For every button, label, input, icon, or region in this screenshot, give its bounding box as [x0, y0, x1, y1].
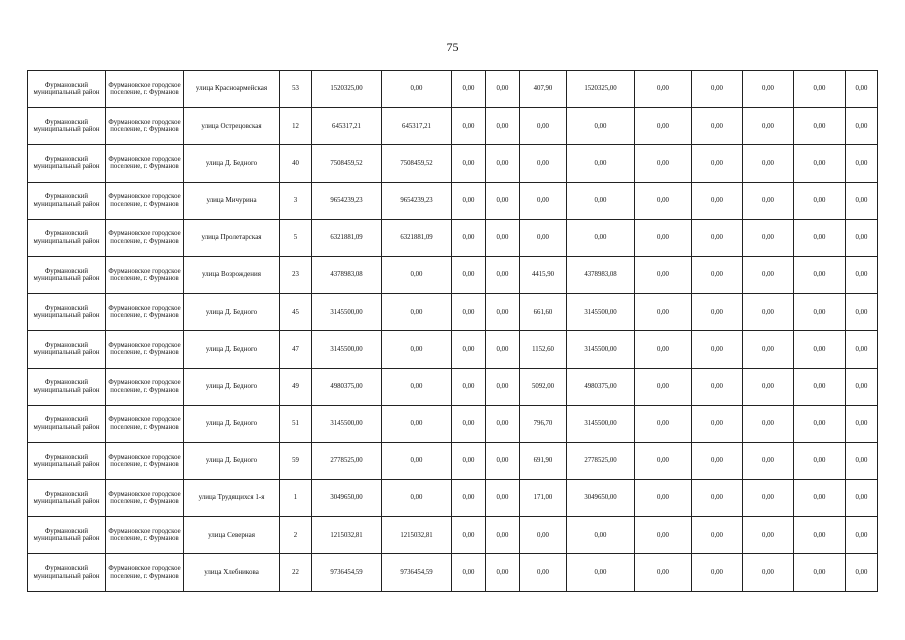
cell-cost-col-6: 0,00 [382, 368, 452, 405]
table-row [28, 145, 878, 182]
page-number: 75 [446, 40, 459, 54]
cell-cost-col-14: 0,00 [794, 182, 846, 219]
cell-cost-col-8: 0,00 [486, 405, 520, 442]
cell-street: улица Д. Бедного [184, 405, 280, 442]
cell-cost-col-13: 0,00 [743, 71, 794, 108]
cell-area: 0,00 [520, 517, 567, 554]
cell-cost-col-12: 0,00 [692, 442, 743, 479]
cell-cost-col-11: 0,00 [635, 294, 692, 331]
table-row [28, 219, 878, 256]
cell-cost-col-7: 0,00 [452, 368, 486, 405]
cell-settlement: Фурмановское городское поселение, г. Фурманов [106, 554, 184, 591]
cell-district: Фурмановский муниципальный район [28, 256, 106, 293]
cell-cost-col-7: 0,00 [452, 219, 486, 256]
cell-cost-col-15: 0,00 [846, 480, 878, 517]
cell-cost-col-13: 0,00 [743, 256, 794, 293]
cell-cost-col-11: 0,00 [635, 71, 692, 108]
cell-district: Фурмановский муниципальный район [28, 517, 106, 554]
cell-cost-col-11: 0,00 [635, 182, 692, 219]
cell-cost-col-11: 0,00 [635, 442, 692, 479]
cell-cost-col-12: 0,00 [692, 554, 743, 591]
cell-cost-col-6: 7508459,52 [382, 145, 452, 182]
cell-cost-col-8: 0,00 [486, 145, 520, 182]
cell-cost-col-6: 6321881,09 [382, 219, 452, 256]
cell-cost-col-12: 0,00 [692, 256, 743, 293]
table-row [28, 256, 878, 293]
cell-street: улица Красноармейская [184, 71, 280, 108]
cell-cost-col-6: 0,00 [382, 331, 452, 368]
cell-area: 0,00 [520, 108, 567, 145]
cell-house-number: 59 [280, 442, 312, 479]
cell-street: улица Д. Бедного [184, 368, 280, 405]
cell-area: 171,00 [520, 480, 567, 517]
cell-cost-col-15: 0,00 [846, 442, 878, 479]
cell-street: улица Северная [184, 517, 280, 554]
cell-total-cost: 3145500,00 [312, 405, 382, 442]
cell-settlement: Фурмановское городское поселение, г. Фурманов [106, 405, 184, 442]
cell-settlement: Фурмановское городское поселение, г. Фурманов [106, 294, 184, 331]
cell-total-cost: 2778525,00 [312, 442, 382, 479]
cell-cost-col-15: 0,00 [846, 256, 878, 293]
cell-cost-col-12: 0,00 [692, 294, 743, 331]
cell-area: 661,60 [520, 294, 567, 331]
cell-area: 0,00 [520, 554, 567, 591]
cell-district: Фурмановский муниципальный район [28, 405, 106, 442]
cell-house-number: 2 [280, 517, 312, 554]
cell-cost-col-13: 0,00 [743, 480, 794, 517]
cell-cost-col-11: 0,00 [635, 517, 692, 554]
table-row [28, 405, 878, 442]
cell-cost-col-12: 0,00 [692, 145, 743, 182]
cell-cost-col-6: 9654239,23 [382, 182, 452, 219]
cell-house-number: 53 [280, 71, 312, 108]
cell-cost-col-11: 0,00 [635, 256, 692, 293]
cell-cost-col-7: 0,00 [452, 517, 486, 554]
table-row [28, 108, 878, 145]
cell-street: улица Мичурина [184, 182, 280, 219]
cell-settlement: Фурмановское городское поселение, г. Фурманов [106, 145, 184, 182]
table-row [28, 442, 878, 479]
cell-cost-col-15: 0,00 [846, 368, 878, 405]
cell-amount: 3145500,00 [567, 294, 635, 331]
cell-house-number: 49 [280, 368, 312, 405]
cell-house-number: 12 [280, 108, 312, 145]
table-row [28, 331, 878, 368]
cell-amount: 0,00 [567, 145, 635, 182]
cell-area: 796,70 [520, 405, 567, 442]
cell-total-cost: 9736454,59 [312, 554, 382, 591]
cell-total-cost: 4980375,00 [312, 368, 382, 405]
cell-cost-col-8: 0,00 [486, 71, 520, 108]
cell-cost-col-11: 0,00 [635, 145, 692, 182]
cell-area: 1152,60 [520, 331, 567, 368]
cell-street: улица Острецовская [184, 108, 280, 145]
cell-cost-col-15: 0,00 [846, 182, 878, 219]
cell-cost-col-14: 0,00 [794, 108, 846, 145]
cell-cost-col-15: 0,00 [846, 294, 878, 331]
cell-total-cost: 1520325,00 [312, 71, 382, 108]
cell-cost-col-8: 0,00 [486, 442, 520, 479]
cell-cost-col-8: 0,00 [486, 480, 520, 517]
cell-cost-col-13: 0,00 [743, 331, 794, 368]
cell-cost-col-14: 0,00 [794, 480, 846, 517]
table-body [28, 71, 878, 592]
cell-house-number: 23 [280, 256, 312, 293]
housing-register-table [27, 70, 878, 592]
cell-total-cost: 7508459,52 [312, 145, 382, 182]
cell-cost-col-8: 0,00 [486, 294, 520, 331]
cell-settlement: Фурмановское городское поселение, г. Фурманов [106, 71, 184, 108]
cell-cost-col-8: 0,00 [486, 331, 520, 368]
cell-cost-col-15: 0,00 [846, 71, 878, 108]
cell-cost-col-13: 0,00 [743, 182, 794, 219]
cell-district: Фурмановский муниципальный район [28, 219, 106, 256]
cell-street: улица Трудящихся 1-я [184, 480, 280, 517]
cell-amount: 0,00 [567, 219, 635, 256]
cell-cost-col-8: 0,00 [486, 368, 520, 405]
cell-settlement: Фурмановское городское поселение, г. Фурманов [106, 331, 184, 368]
cell-cost-col-8: 0,00 [486, 219, 520, 256]
cell-cost-col-14: 0,00 [794, 145, 846, 182]
cell-settlement: Фурмановское городское поселение, г. Фурманов [106, 256, 184, 293]
cell-settlement: Фурмановское городское поселение, г. Фурманов [106, 182, 184, 219]
cell-cost-col-13: 0,00 [743, 405, 794, 442]
cell-cost-col-7: 0,00 [452, 256, 486, 293]
table-row [28, 368, 878, 405]
cell-street: улица Д. Бедного [184, 145, 280, 182]
cell-cost-col-6: 0,00 [382, 294, 452, 331]
cell-cost-col-7: 0,00 [452, 442, 486, 479]
cell-cost-col-12: 0,00 [692, 71, 743, 108]
cell-area: 0,00 [520, 145, 567, 182]
cell-street: улица Хлебникова [184, 554, 280, 591]
cell-cost-col-8: 0,00 [486, 182, 520, 219]
cell-street: улица Д. Бедного [184, 442, 280, 479]
cell-amount: 3145500,00 [567, 405, 635, 442]
cell-cost-col-15: 0,00 [846, 219, 878, 256]
cell-area: 5092,00 [520, 368, 567, 405]
cell-district: Фурмановский муниципальный район [28, 71, 106, 108]
cell-cost-col-12: 0,00 [692, 108, 743, 145]
cell-amount: 4980375,00 [567, 368, 635, 405]
cell-area: 0,00 [520, 182, 567, 219]
cell-cost-col-14: 0,00 [794, 219, 846, 256]
cell-amount: 1520325,00 [567, 71, 635, 108]
cell-cost-col-14: 0,00 [794, 331, 846, 368]
cell-total-cost: 1215032,81 [312, 517, 382, 554]
table-row [28, 517, 878, 554]
cell-cost-col-11: 0,00 [635, 368, 692, 405]
cell-cost-col-7: 0,00 [452, 71, 486, 108]
cell-cost-col-14: 0,00 [794, 368, 846, 405]
cell-cost-col-14: 0,00 [794, 517, 846, 554]
cell-district: Фурмановский муниципальный район [28, 294, 106, 331]
cell-amount: 3145500,00 [567, 331, 635, 368]
cell-cost-col-12: 0,00 [692, 368, 743, 405]
cell-cost-col-13: 0,00 [743, 554, 794, 591]
cell-cost-col-7: 0,00 [452, 108, 486, 145]
cell-cost-col-13: 0,00 [743, 368, 794, 405]
cell-settlement: Фурмановское городское поселение, г. Фурманов [106, 219, 184, 256]
cell-district: Фурмановский муниципальный район [28, 182, 106, 219]
cell-amount: 4378983,08 [567, 256, 635, 293]
table-row [28, 480, 878, 517]
cell-cost-col-6: 0,00 [382, 256, 452, 293]
cell-cost-col-11: 0,00 [635, 480, 692, 517]
cell-district: Фурмановский муниципальный район [28, 145, 106, 182]
cell-cost-col-13: 0,00 [743, 442, 794, 479]
cell-cost-col-12: 0,00 [692, 219, 743, 256]
cell-total-cost: 9654239,23 [312, 182, 382, 219]
cell-house-number: 47 [280, 331, 312, 368]
cell-cost-col-13: 0,00 [743, 294, 794, 331]
cell-area: 407,90 [520, 71, 567, 108]
cell-cost-col-15: 0,00 [846, 405, 878, 442]
cell-cost-col-12: 0,00 [692, 517, 743, 554]
cell-cost-col-15: 0,00 [846, 517, 878, 554]
cell-amount: 0,00 [567, 554, 635, 591]
cell-cost-col-7: 0,00 [452, 331, 486, 368]
cell-street: улица Д. Бедного [184, 294, 280, 331]
cell-cost-col-6: 0,00 [382, 405, 452, 442]
cell-settlement: Фурмановское городское поселение, г. Фурманов [106, 442, 184, 479]
cell-house-number: 3 [280, 182, 312, 219]
cell-cost-col-6: 9736454,59 [382, 554, 452, 591]
table-row [28, 71, 878, 108]
cell-cost-col-11: 0,00 [635, 108, 692, 145]
cell-amount: 0,00 [567, 182, 635, 219]
cell-amount: 0,00 [567, 517, 635, 554]
cell-total-cost: 3145500,00 [312, 294, 382, 331]
cell-cost-col-15: 0,00 [846, 108, 878, 145]
cell-total-cost: 3049650,00 [312, 480, 382, 517]
cell-cost-col-8: 0,00 [486, 256, 520, 293]
cell-cost-col-7: 0,00 [452, 554, 486, 591]
cell-cost-col-14: 0,00 [794, 442, 846, 479]
cell-street: улица Д. Бедного [184, 331, 280, 368]
cell-cost-col-7: 0,00 [452, 294, 486, 331]
cell-cost-col-15: 0,00 [846, 145, 878, 182]
cell-house-number: 5 [280, 219, 312, 256]
cell-cost-col-15: 0,00 [846, 554, 878, 591]
cell-cost-col-6: 645317,21 [382, 108, 452, 145]
cell-cost-col-8: 0,00 [486, 108, 520, 145]
cell-cost-col-13: 0,00 [743, 108, 794, 145]
cell-cost-col-7: 0,00 [452, 182, 486, 219]
table-row [28, 294, 878, 331]
cell-area: 691,90 [520, 442, 567, 479]
cell-cost-col-7: 0,00 [452, 480, 486, 517]
cell-district: Фурмановский муниципальный район [28, 480, 106, 517]
cell-cost-col-14: 0,00 [794, 71, 846, 108]
cell-cost-col-13: 0,00 [743, 145, 794, 182]
cell-settlement: Фурмановское городское поселение, г. Фурманов [106, 108, 184, 145]
cell-settlement: Фурмановское городское поселение, г. Фурманов [106, 517, 184, 554]
cell-cost-col-13: 0,00 [743, 517, 794, 554]
cell-amount: 0,00 [567, 108, 635, 145]
cell-cost-col-6: 0,00 [382, 71, 452, 108]
cell-house-number: 40 [280, 145, 312, 182]
cell-cost-col-14: 0,00 [794, 554, 846, 591]
cell-area: 0,00 [520, 219, 567, 256]
cell-settlement: Фурмановское городское поселение, г. Фурманов [106, 480, 184, 517]
cell-district: Фурмановский муниципальный район [28, 108, 106, 145]
table-row [28, 182, 878, 219]
cell-cost-col-12: 0,00 [692, 331, 743, 368]
cell-district: Фурмановский муниципальный район [28, 442, 106, 479]
table-row [28, 554, 878, 591]
cell-district: Фурмановский муниципальный район [28, 554, 106, 591]
cell-total-cost: 3145500,00 [312, 331, 382, 368]
cell-cost-col-8: 0,00 [486, 517, 520, 554]
cell-cost-col-12: 0,00 [692, 182, 743, 219]
cell-total-cost: 6321881,09 [312, 219, 382, 256]
cell-cost-col-14: 0,00 [794, 405, 846, 442]
cell-cost-col-11: 0,00 [635, 405, 692, 442]
cell-cost-col-6: 1215032,81 [382, 517, 452, 554]
cell-settlement: Фурмановское городское поселение, г. Фурманов [106, 368, 184, 405]
cell-street: улица Возрождения [184, 256, 280, 293]
cell-district: Фурмановский муниципальный район [28, 368, 106, 405]
cell-cost-col-6: 0,00 [382, 480, 452, 517]
cell-cost-col-14: 0,00 [794, 294, 846, 331]
cell-cost-col-12: 0,00 [692, 480, 743, 517]
cell-cost-col-11: 0,00 [635, 219, 692, 256]
cell-amount: 2778525,00 [567, 442, 635, 479]
cell-cost-col-6: 0,00 [382, 442, 452, 479]
cell-cost-col-12: 0,00 [692, 405, 743, 442]
cell-total-cost: 4378983,08 [312, 256, 382, 293]
cell-area: 4415,90 [520, 256, 567, 293]
cell-cost-col-8: 0,00 [486, 554, 520, 591]
cell-house-number: 22 [280, 554, 312, 591]
cell-total-cost: 645317,21 [312, 108, 382, 145]
cell-cost-col-11: 0,00 [635, 331, 692, 368]
cell-house-number: 45 [280, 294, 312, 331]
cell-street: улица Пролетарская [184, 219, 280, 256]
cell-cost-col-7: 0,00 [452, 145, 486, 182]
cell-amount: 3049650,00 [567, 480, 635, 517]
cell-house-number: 1 [280, 480, 312, 517]
cell-district: Фурмановский муниципальный район [28, 331, 106, 368]
cell-house-number: 51 [280, 405, 312, 442]
cell-cost-col-11: 0,00 [635, 554, 692, 591]
cell-cost-col-13: 0,00 [743, 219, 794, 256]
cell-cost-col-15: 0,00 [846, 331, 878, 368]
cell-cost-col-7: 0,00 [452, 405, 486, 442]
cell-cost-col-14: 0,00 [794, 256, 846, 293]
